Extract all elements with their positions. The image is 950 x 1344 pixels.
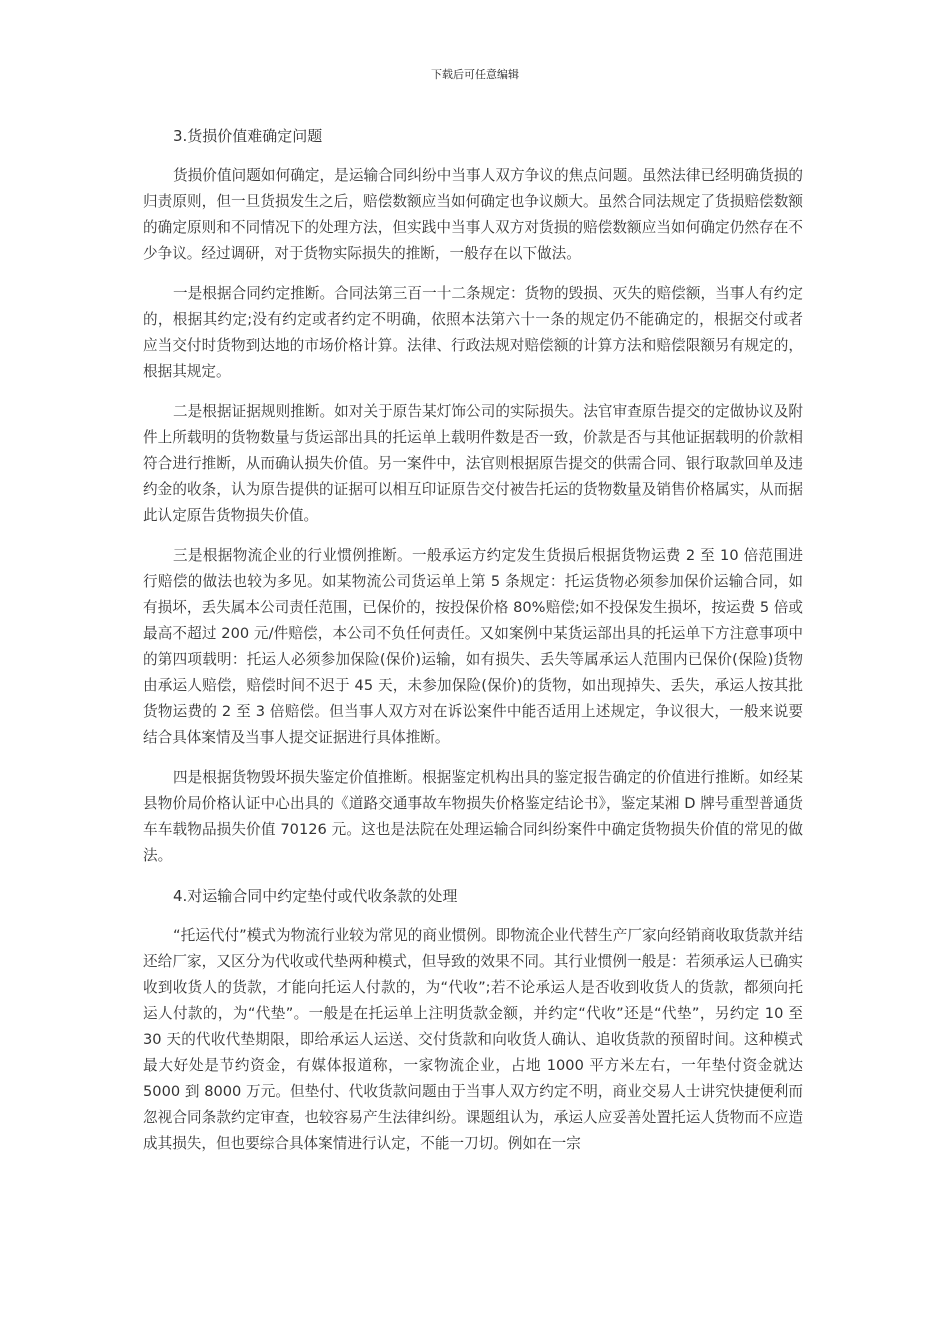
paragraph-appraisal-value: 四是根据货物毁坏损失鉴定价值推断。根据鉴定机构出具的鉴定报告确定的价值进行推断。如经某县物价局价格认证中心出具的《道路交通事故车物损失价格鉴定结论书》，鉴定某湘 D 牌号重型普通货车车载物品损失价值 70126 元。这也是法院在处理运输合同纠纷案件中确定货物损失价值的常见的做法。 [143,769,803,864]
paragraph-contract-agreement: 一是根据合同约定推断。合同法第三百一十二条规定：货物的毁损、灭失的赔偿额，当事人有约定的，根据其约定;没有约定或者约定不明确，依照本法第六十一条的规定仍不能确定的，根据交付或者应当交付时货物到达地的市场价格计算。法律、行政法规对赔偿额的计算方法和赔偿限额另有规定的，根据其规定。 [143,285,803,380]
paragraph-goods-damage-value: 货损价值问题如何确定，是运输合同纠纷中当事人双方争议的焦点问题。虽然法律已经明确货损的归责原则，但一旦货损发生之后，赔偿数额应当如何确定也争议颇大。虽然合同法规定了货损赔偿数额的确定原则和不同情况下的处理方法，但实践中当事人双方对货损的赔偿数额应当如何确定仍然存在不少争议。经过调研，对于货物实际损失的推断，一般存在以下做法。 [143,167,803,262]
section-heading-3: 3.货损价值难确定问题 [173,127,323,145]
paragraph-industry-practice: 三是根据物流企业的行业惯例推断。一般承运方约定发生货损后根据货物运费 2 至 10 倍范围进行赔偿的做法也较为多见。如某物流公司货运单上第 5 条规定：托运货物必须参加保价运输合同，如有损坏，丢失属本公司责任范围，已保价的，按投保价格 80%赔偿;如不投保发生损坏，按运费 5 倍或最高不超过 200 元/件赔偿，本公司不负任何责任。又如案例中某货运部出具的托运单下方注意事项中的第四项载明：托运人必须参加保险(保价)运输，如有损失、丢失等属承运人范围内已保价(保险)货物由承运人赔偿，赔偿时间不迟于 45 天，未参加保险(保价)的货物，如出现掉失、丢失，承运人按其批货物运费的 2 至 3 倍赔偿。但当事人双方对在诉讼案件中能否适用上述规定，争议很大，一般来说要结合具体案情及当事人提交证据进行具体推断。 [143,547,803,746]
section-heading-4: 4.对运输合同中约定垫付或代收条款的处理 [173,887,458,905]
paragraph-evidence-rules: 二是根据证据规则推断。如对关于原告某灯饰公司的实际损失。法官审查原告提交的定做协议及附件上所载明的货物数量与货运部出具的托运单上载明件数是否一致，价款是否与其他证据载明的价款相符合进行推断，从而确认损失价值。另一案件中，法官则根据原告提交的供需合同、银行取款回单及违约金的收条，认为原告提供的证据可以相互印证原告交付被告托运的货物数量及销售价格属实，从而据此认定原告货物损失价值。 [143,403,803,524]
page-header: 下载后可任意编辑 [431,68,519,81]
document-body [143,123,803,1171]
paragraph-consignment-payment: “托运代付”模式为物流行业较为常见的商业惯例。即物流企业代替生产厂家向经销商收取货款并结还给厂家，又区分为代收或代垫两种模式，但导致的效果不同。其行业惯例一般是：若须承运人已确实收到收货人的货款，才能向托运人付款的，为“代收”;若不论承运人是否收到收货人的货款，都须向托运人付款的，为“代垫”。一般是在托运单上注明货款金额，并约定“代收”还是“代垫”，另约定 10 至 30 天的代收代垫期限，即给承运人运送、交付货款和向收货人确认、追收货款的预留时间。这种模式最大好处是节约资金，有媒体报道称，一家物流企业，占地 1000 平方米左右，一年垫付资金就达 5000 到 8000 万元。但垫付、代收货款问题由于当事人双方约定不明，商业交易人士讲究快捷便利而忽视合同条款约定审查，也较容易产生法律纠纷。课题组认为，承运人应妥善处置托运人货物而不应造成其损失，但也要综合具体案情进行认定，不能一刀切。例如在一宗 [143,927,803,1152]
